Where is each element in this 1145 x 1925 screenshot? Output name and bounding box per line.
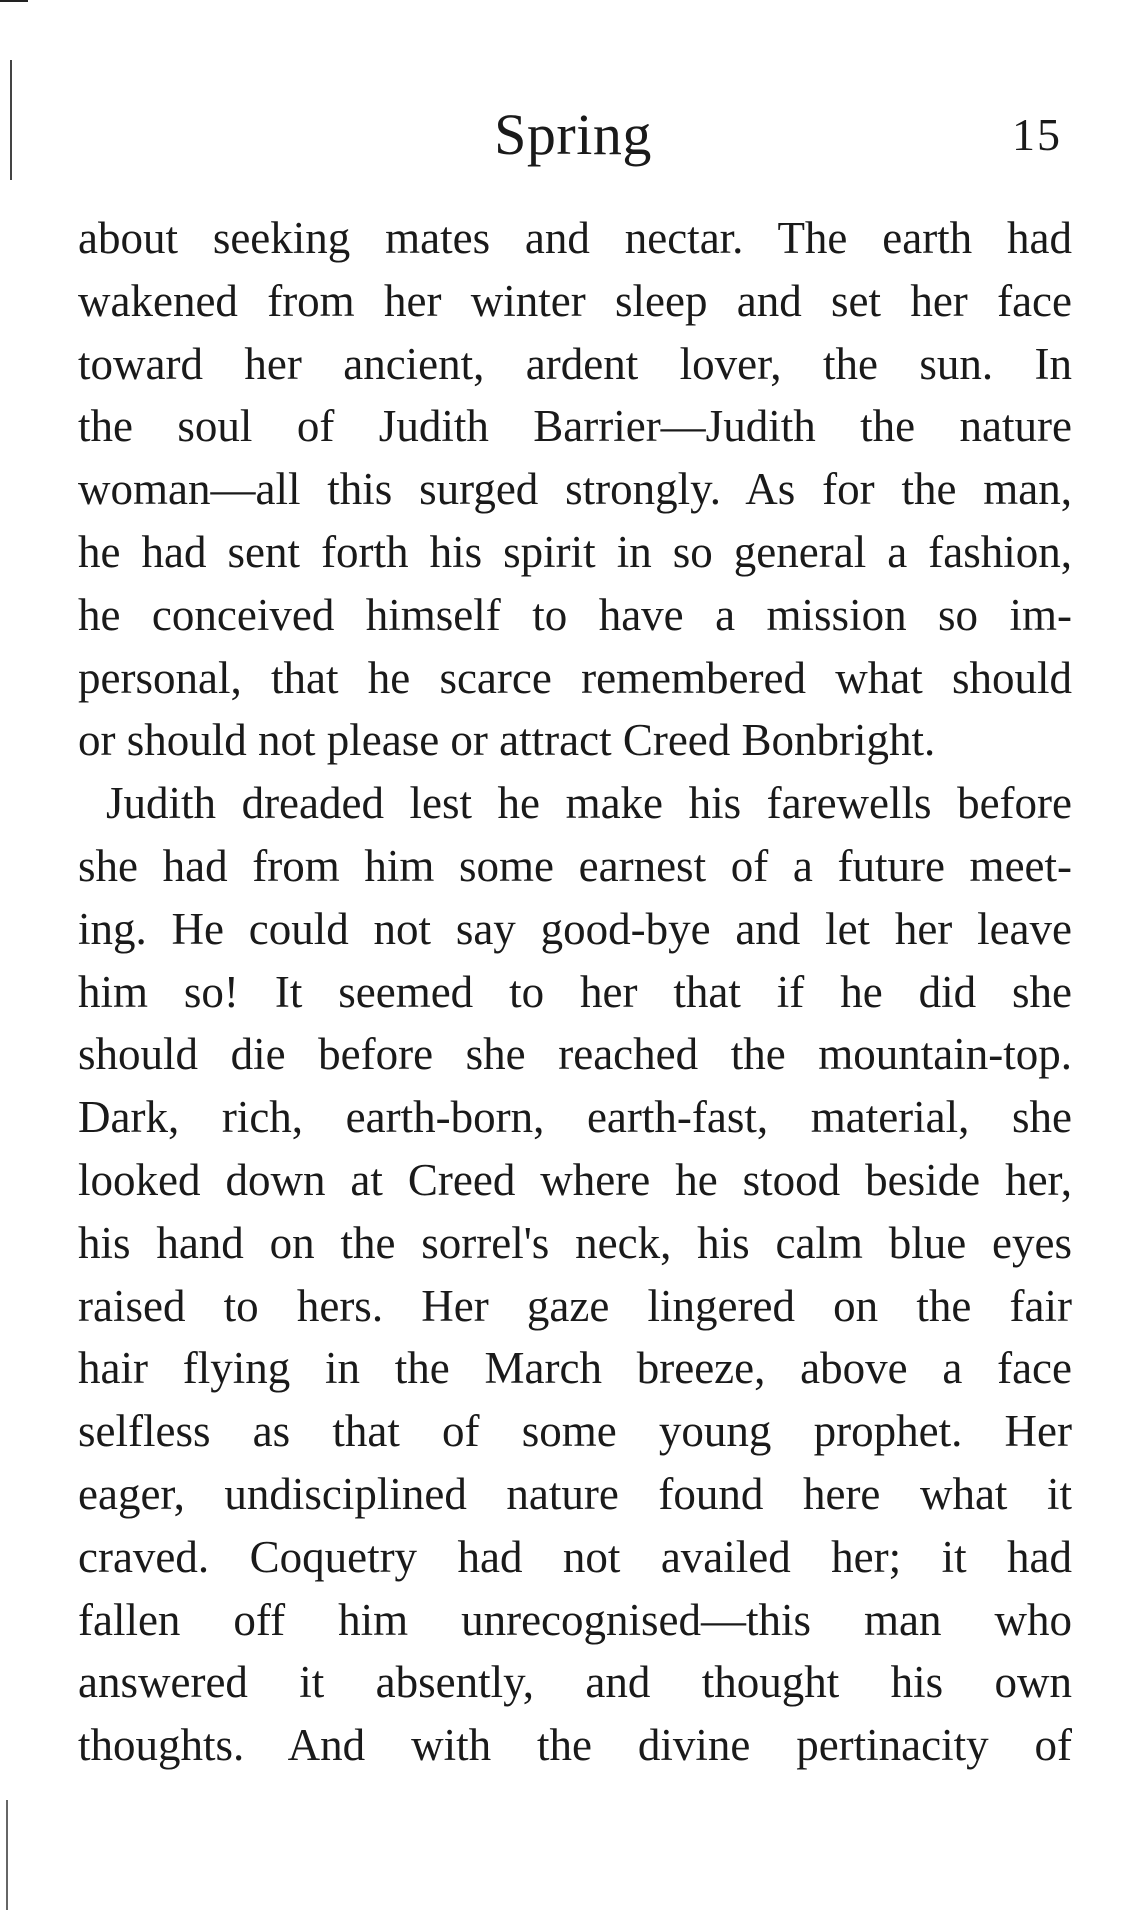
text-line: personal, that he scarce remembered what should — [78, 652, 1072, 703]
text-line: craved. Coquetry had not availed her; it had — [78, 1531, 1072, 1582]
text-line: ing. He could not say good-bye and let her leave — [78, 903, 1072, 954]
text-line: about seeking mates and nectar. The earth had — [78, 213, 1072, 263]
text-line: wakened from her winter sleep and set her face — [78, 275, 1072, 326]
text-line: selfless as that of some young prophet. Her — [78, 1406, 1072, 1457]
text-line: raised to hers. Her gaze lingered on the fair — [78, 1280, 1072, 1331]
text-line: he conceived himself to have a mission so im- — [78, 589, 1072, 640]
text-line: Dark, rich, earth-born, earth-fast, material, she — [78, 1092, 1072, 1143]
text-line: woman—all this surged strongly. As for the man, — [78, 464, 1072, 515]
text-line: thoughts. And with the divine pertinacity of — [78, 1720, 1072, 1771]
text-line: should die before she reached the mountain-top. — [78, 1029, 1072, 1080]
text-line-paragraph-start: Judith dreaded lest he make his farewells before — [106, 778, 1072, 829]
text-line: the soul of Judith Barrier—Judith the nature — [78, 401, 1072, 452]
scan-edge-mark-left-upper — [10, 60, 12, 180]
page-number: 15 — [1012, 109, 1062, 160]
text-line: answered it absently, and thought his own — [78, 1657, 1072, 1708]
text-line: or should not please or attract Creed Bonbright. — [78, 715, 936, 766]
text-line: fallen off him unrecognised—this man who — [78, 1594, 1072, 1645]
text-line: she had from him some earnest of a future meet- — [78, 840, 1072, 891]
text-line: hair flying in the March breeze, above a face — [78, 1343, 1072, 1394]
body-text — [78, 207, 1072, 1777]
scan-edge-mark-left-lower — [6, 1800, 8, 1910]
running-title: Spring — [494, 102, 652, 167]
text-line: looked down at Creed where he stood beside her, — [78, 1154, 1072, 1205]
running-head — [78, 100, 1068, 170]
scan-edge-mark-top — [0, 0, 28, 2]
text-line: toward her ancient, ardent lover, the sun. In — [78, 338, 1072, 389]
text-line: his hand on the sorrel's neck, his calm blue eyes — [78, 1217, 1072, 1268]
text-line: he had sent forth his spirit in so general a fashion, — [78, 526, 1072, 577]
text-line: him so! It seemed to her that if he did she — [78, 966, 1072, 1017]
text-line: eager, undisciplined nature found here what it — [78, 1468, 1072, 1519]
